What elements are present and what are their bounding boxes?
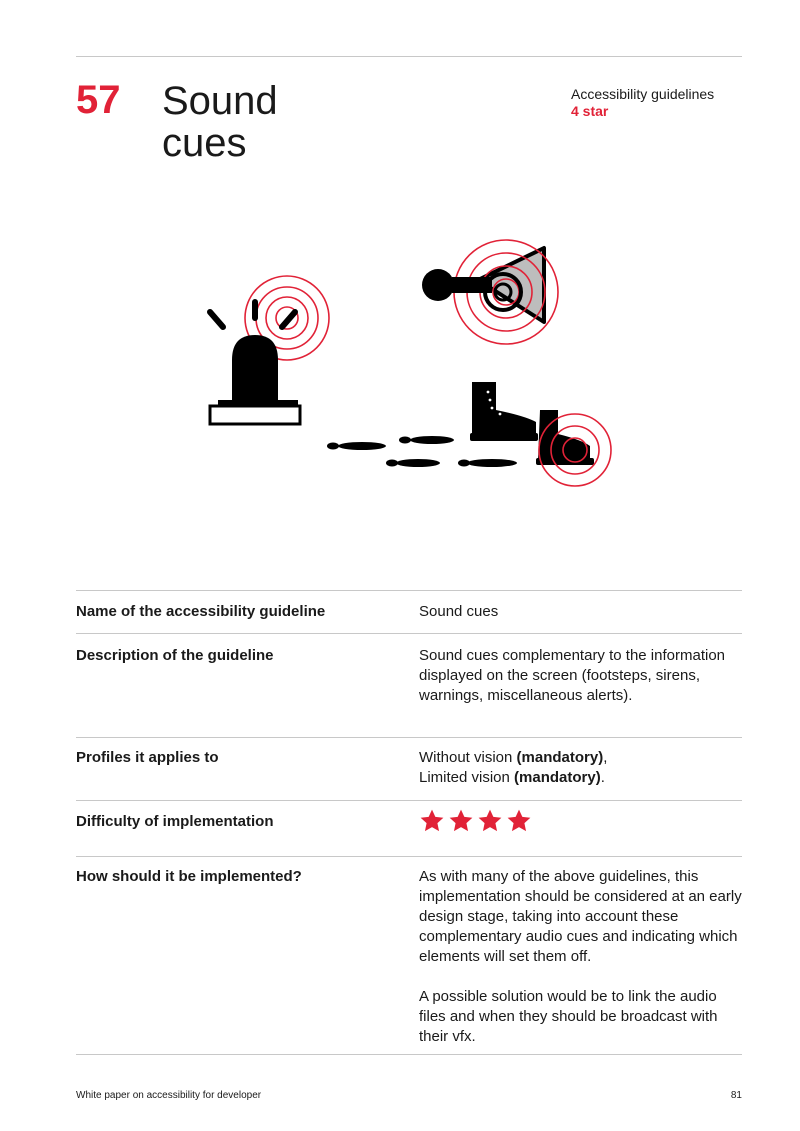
sound-waves-icon xyxy=(536,410,611,486)
implementation-paragraph: As with many of the above guidelines, this implementation should be considered at an early design stage, taking into account these complementary audio cues and indicating which elements will set them off. xyxy=(419,868,742,965)
profile-name: Without vision xyxy=(419,749,513,766)
table-bottom-rule xyxy=(76,1054,742,1055)
row-value-implementation xyxy=(419,867,744,1047)
rating-label: 4 star xyxy=(571,103,609,119)
table-top-rule xyxy=(76,590,742,591)
siren-icon xyxy=(210,276,329,424)
row-divider xyxy=(76,856,742,857)
row-label-difficulty: Difficulty of implementation xyxy=(76,813,274,830)
category-label: Accessibility guidelines xyxy=(571,86,715,102)
row-label-description: Description of the guideline xyxy=(76,647,274,664)
row-value-name: Sound cues xyxy=(419,603,499,620)
row-label-implementation: How should it be implemented? xyxy=(76,868,302,885)
footer-title: White paper on accessibility for developer xyxy=(76,1090,262,1101)
horn-icon xyxy=(422,240,558,344)
row-label-name: Name of the accessibility guideline xyxy=(76,603,326,620)
profile-name: Limited vision xyxy=(419,769,510,786)
guideline-number: 57 xyxy=(76,78,121,122)
profile-line: Limited vision (mandatory). xyxy=(419,769,605,786)
category-tag xyxy=(571,86,714,120)
page-title: Sound cues xyxy=(162,79,278,165)
star-icon xyxy=(506,808,532,834)
profile-requirement: (mandatory) xyxy=(514,769,601,786)
page-number: 81 xyxy=(730,1090,742,1101)
star-icon xyxy=(448,808,474,834)
row-divider xyxy=(76,633,742,634)
top-rule xyxy=(76,56,742,57)
row-divider xyxy=(76,800,742,801)
profile-line: Without vision (mandatory), xyxy=(419,749,608,766)
implementation-paragraph: A possible solution would be to link the audio files and when they should be broadcast with their vfx. xyxy=(419,988,718,1045)
difficulty-stars xyxy=(419,808,532,834)
sound-cues-illustration xyxy=(170,230,630,520)
star-icon xyxy=(477,808,503,834)
row-divider xyxy=(76,737,742,738)
row-value-description: Sound cues complementary to the information displayed on the screen (footsteps, sirens, warnings, miscellaneous alerts). xyxy=(419,647,725,704)
star-icon xyxy=(419,808,445,834)
row-value-profiles xyxy=(419,748,744,788)
row-label-profiles: Profiles it applies to xyxy=(76,749,219,766)
profile-requirement: (mandatory) xyxy=(516,749,604,766)
boot-icon xyxy=(470,382,538,441)
